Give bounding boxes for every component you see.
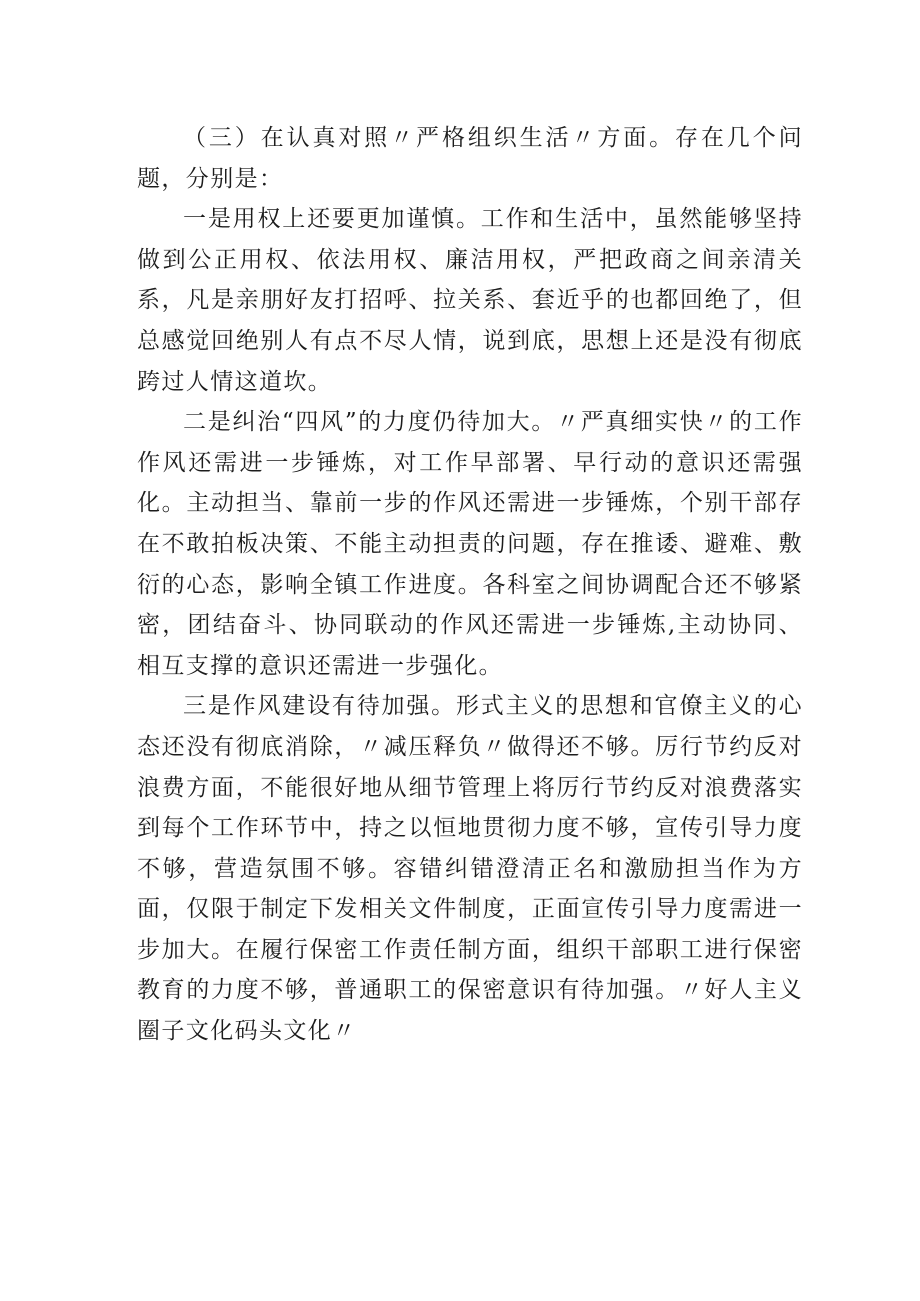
paragraph-power-use: 一是用权上还要更加谨慎。工作和生活中，虽然能够坚持做到公正用权、依法用权、廉洁用权，严把政商之间亲清关系，凡是亲朋好友打招呼、拉关系、套近乎的也都回绝了，但总感觉回绝别人有点不尽人情，说到底，思想上还是没有彻底跨过人情这道坎。 [137,206,803,395]
document-body [137,118,803,1052]
paragraph-four-winds: 二是纠治“四风”的力度仍待加大。〃严真细实快〃的工作作风还需进一步锤炼，对工作早部署、早行动的意识还需强化。主动担当、靠前一步的作风还需进一步锤炼，个别干部存在不敢拍板决策、不能主动担责的问题，存在推诿、避难、敷衍的心态，影响全镇工作进度。各科室之间协调配合还不够紧密，团结奋斗、协同联动的作风还需进一步锤炼,主动协同、相互支撑的意识还需进一步强化。 [137,409,803,679]
section-heading-paragraph: （三）在认真对照〃严格组织生活〃方面。存在几个问题，分别是： [137,125,803,192]
paragraph-work-style: 三是作风建设有待加强。形式主义的思想和官僚主义的心态还没有彻底消除，〃减压释负〃做得还不够。厉行节约反对浪费方面，不能很好地从细节管理上将厉行节约反对浪费落实到每个工作环节中，持之以恒地贯彻力度不够，宣传引导力度不够，营造氛围不够。容错纠错澄清正名和激励担当作为方面，仅限于制定下发相关文件制度，正面宣传引导力度需进一步加大。在履行保密工作责任制方面，组织干部职工进行保密教育的力度不够，普通职工的保密意识有待加强。〃好人主义圈子文化码头文化〃 [137,693,803,1045]
